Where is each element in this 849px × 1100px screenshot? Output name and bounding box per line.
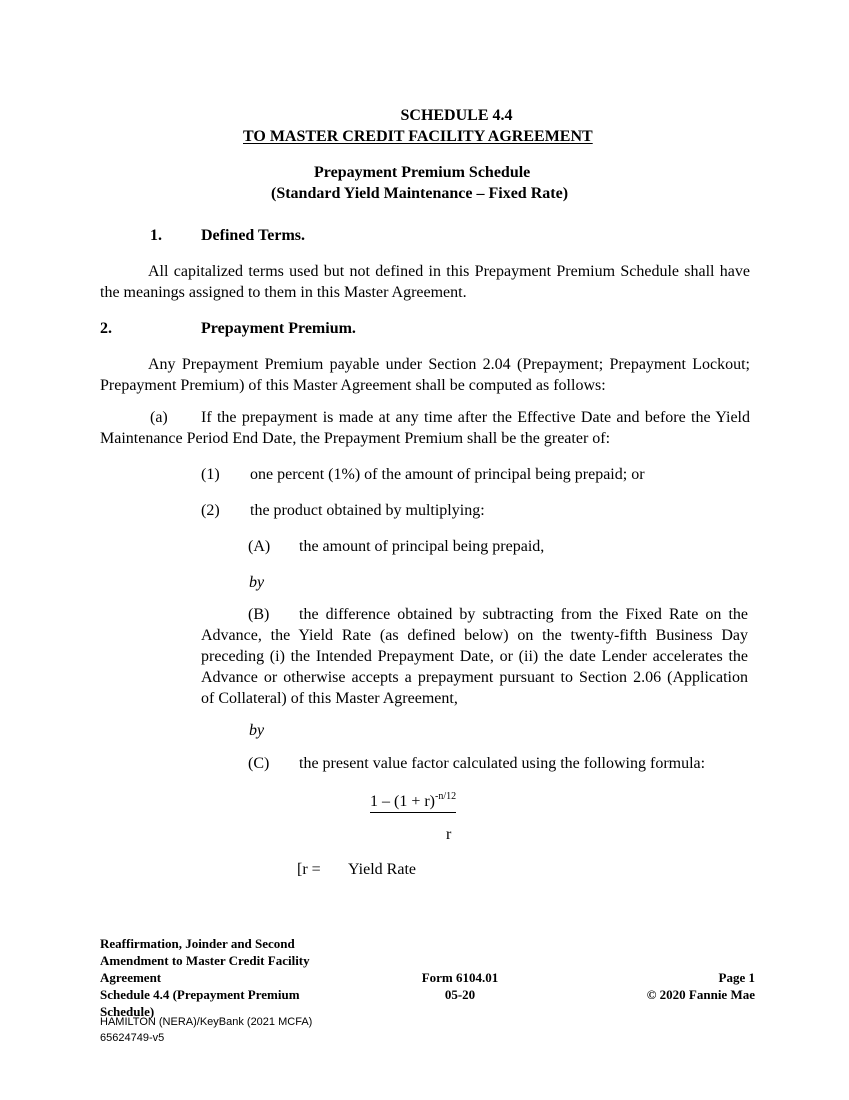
- sub-b-line2: Advance, the Yield Rate (as defined below) on the twenty-fifth Business Day: [201, 627, 748, 644]
- schedule-subtitle: (Standard Yield Maintenance – Fixed Rate): [271, 185, 569, 202]
- r-definition-label: [r =: [297, 861, 321, 878]
- clause-a-line1: If the prepayment is made at any time after the Effective Date and before the Yield: [201, 409, 750, 426]
- sub-b-label: (B): [248, 606, 270, 623]
- section-2-heading: Prepayment Premium.: [201, 320, 356, 337]
- footer-matter-reference: HAMILTON (NERA)/KeyBank (2021 MCFA): [100, 1016, 313, 1028]
- sub-b-line1: the difference obtained by subtracting from the Fixed Rate on the: [299, 606, 748, 623]
- schedule-name: Prepayment Premium Schedule: [314, 164, 531, 181]
- sub-b-line4: Advance or otherwise accepts a prepayment pursuant to Section 2.06 (Application: [201, 669, 748, 686]
- by-connector-1: by: [249, 574, 265, 591]
- footer-page-info: Page 1 © 2020 Fannie Mae: [646, 970, 755, 1002]
- item-1-text: one percent (1%) of the amount of principal being prepaid; or: [250, 466, 645, 483]
- section-1-heading: Defined Terms.: [201, 227, 305, 244]
- formula-denominator: r: [446, 826, 452, 843]
- agreement-title: TO MASTER CREDIT FACILITY AGREEMENT: [243, 128, 593, 145]
- section-1-number: 1.: [150, 227, 162, 244]
- r-definition-text: Yield Rate: [348, 861, 416, 878]
- section-1-paragraph-line1: All capitalized terms used but not defined in this Prepayment Premium Schedule shall have: [148, 263, 750, 280]
- sub-a-label: (A): [248, 538, 271, 555]
- footer-document-name: Reaffirmation, Joinder and Second Amendment to Master Credit Facility Agreement Schedule 4.4 (Prepayment Premium Schedule): [100, 936, 310, 1019]
- schedule-title: SCHEDULE 4.4: [400, 107, 513, 124]
- item-2-label: (2): [201, 502, 220, 519]
- clause-a-line2: Maintenance Period End Date, the Prepayment Premium shall be the greater of:: [100, 430, 611, 447]
- section-1-paragraph-line2: the meanings assigned to them in this Master Agreement.: [100, 284, 467, 301]
- sub-c-text: the present value factor calculated using the following formula:: [299, 755, 706, 772]
- section-2-paragraph-line2: Prepayment Premium) of this Master Agreement shall be computed as follows:: [100, 377, 606, 394]
- footer-document-id: 65624749-v5: [100, 1032, 165, 1044]
- formula-numerator: $1 - (1 + r)^{-n/12}$: [370, 791, 456, 813]
- by-connector-2: by: [249, 722, 265, 739]
- sub-b-line3: preceding (i) the Intended Prepayment Date, or (ii) the date Lender accelerates the: [201, 648, 748, 665]
- clause-a-label: (a): [150, 409, 168, 426]
- section-2-paragraph-line1: Any Prepayment Premium payable under Section 2.04 (Prepayment; Prepayment Lockout;: [148, 356, 750, 373]
- item-1-label: (1): [201, 466, 220, 483]
- formula-exponent: -n/12: [435, 791, 457, 802]
- sub-c-label: (C): [248, 755, 270, 772]
- sub-b-line5: of Collateral) of this Master Agreement,: [201, 690, 458, 707]
- item-2-text: the product obtained by multiplying:: [250, 502, 485, 519]
- sub-a-text: the amount of principal being prepaid,: [299, 538, 545, 555]
- section-2-number: 2.: [100, 320, 112, 337]
- footer-form-info: Form 6104.01 05-20: [421, 970, 499, 1002]
